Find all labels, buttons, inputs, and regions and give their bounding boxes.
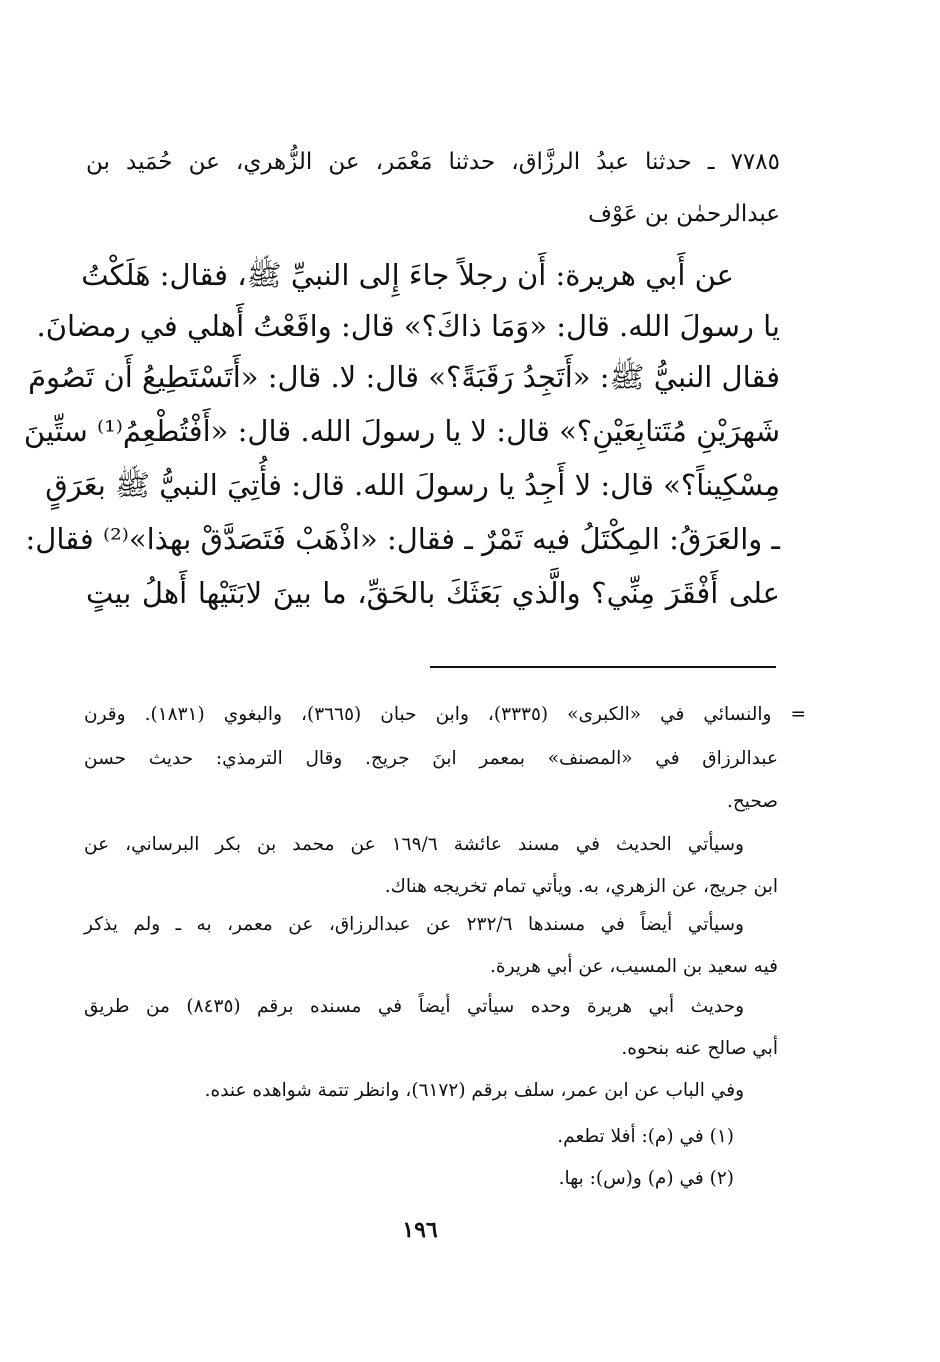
footnote-line-7: فيه سعيد بن المسيب، عن أبي هريرة.: [490, 956, 778, 977]
footnote-line-2: عبدالرزاق في «المصنف» بمعمر ابنَ جريج. وقال الترمذي: حديث حسن: [84, 748, 778, 769]
hadith-header-line-2: عبدالرحمٰن بن عَوْف: [588, 201, 780, 227]
footnote-line-3: صحيح.: [726, 791, 778, 812]
hadith-text-line-6: ـ والعَرَقُ: المِكْتَلُ فيه تَمْرٌ ـ فقال: «اذْهَبْ فَتَصَدَّقْ بهذا»⁽²⁾ فقال:: [25, 522, 780, 556]
footnote-line-1: = والنسائي في «الكبرى» (٣٣٣٥)، وابن حبان (٣٦٦٥)، والبغوي (١٨٣١). وقرن: [84, 704, 806, 725]
footnote-line-8: وحديث أبي هريرة وحده سيأتي أيضاً في مسنده برقم (٨٤٣٥) من طريق: [84, 996, 745, 1017]
hadith-text-line-2: يا رسولَ الله. قال: «وَمَا ذاكَ؟» قال: واقَعْتُ أَهلي في رمضانَ.: [36, 309, 780, 343]
hadith-text-line-5: مِسْكِيناً؟» قال: لا أَجِدُ يا رسولَ الله. قال: فأُتِيَ النبيُّ ﷺ بعَرَقٍ: [45, 468, 780, 502]
footnote-line-4: وسيأتي الحديث في مسند عائشة ١٦٩/٦ عن محمد بن بكر البرساني، عن: [84, 834, 744, 855]
footnote-line-10: وفي الباب عن ابن عمر، سلف برقم (٦١٧٢)، وانظر تتمة شواهده عنده.: [204, 1080, 744, 1101]
footnote-line-6: وسيأتي أيضاً في مسندها ٢٣٢/٦ عن عبدالرزاق، عن معمر، به ـ ولم يذكر: [84, 914, 744, 935]
hadith-text-line-3: فقال النبيُّ ﷺ: «أَتَجِدُ رَقَبَةً؟» قال: لا. قال: «أَتَسْتَطِيعُ أَن تَصُومَ: [28, 360, 780, 394]
page-number: ١٩٦: [402, 1217, 438, 1243]
hadith-text-line-4: شَهرَيْنِ مُتَتابِعَيْنِ؟» قال: لا يا رسولَ الله. قال: «أَفْتُطْعِمُ⁽¹⁾ ستِّينَ: [23, 414, 780, 448]
footnote-line-5: ابن جريج، عن الزهري، به. ويأتي تمام تخريجه هناك.: [384, 876, 778, 897]
hadith-header-line-1: ٧٧٨٥ ـ حدثنا عبدُ الرزَّاق، حدثنا مَعْمَر، عن الزُّهري، عن حُمَيد بن: [86, 149, 780, 175]
footnote-line-11: (١) في (م): أفلا تطعم.: [557, 1126, 734, 1147]
footnote-line-9: أبي صالح عنه بنحوه.: [621, 1038, 778, 1059]
hadith-text-line-1: عن أَبي هريرة: أَن رجلاً جاءَ إِلى النبيِّ ﷺ، فقال: هَلَكْتُ: [81, 258, 734, 292]
footnote-line-12: (٢) في (م) و(س): بها.: [558, 1168, 734, 1189]
hadith-text-line-7: على أَفْقَرَ مِنِّي؟ والَّذي بَعَثَكَ بالحَقِّ، ما بينَ لابَتَيْها أَهلُ بيتٍ: [86, 576, 780, 610]
footnote-separator: [430, 666, 776, 668]
